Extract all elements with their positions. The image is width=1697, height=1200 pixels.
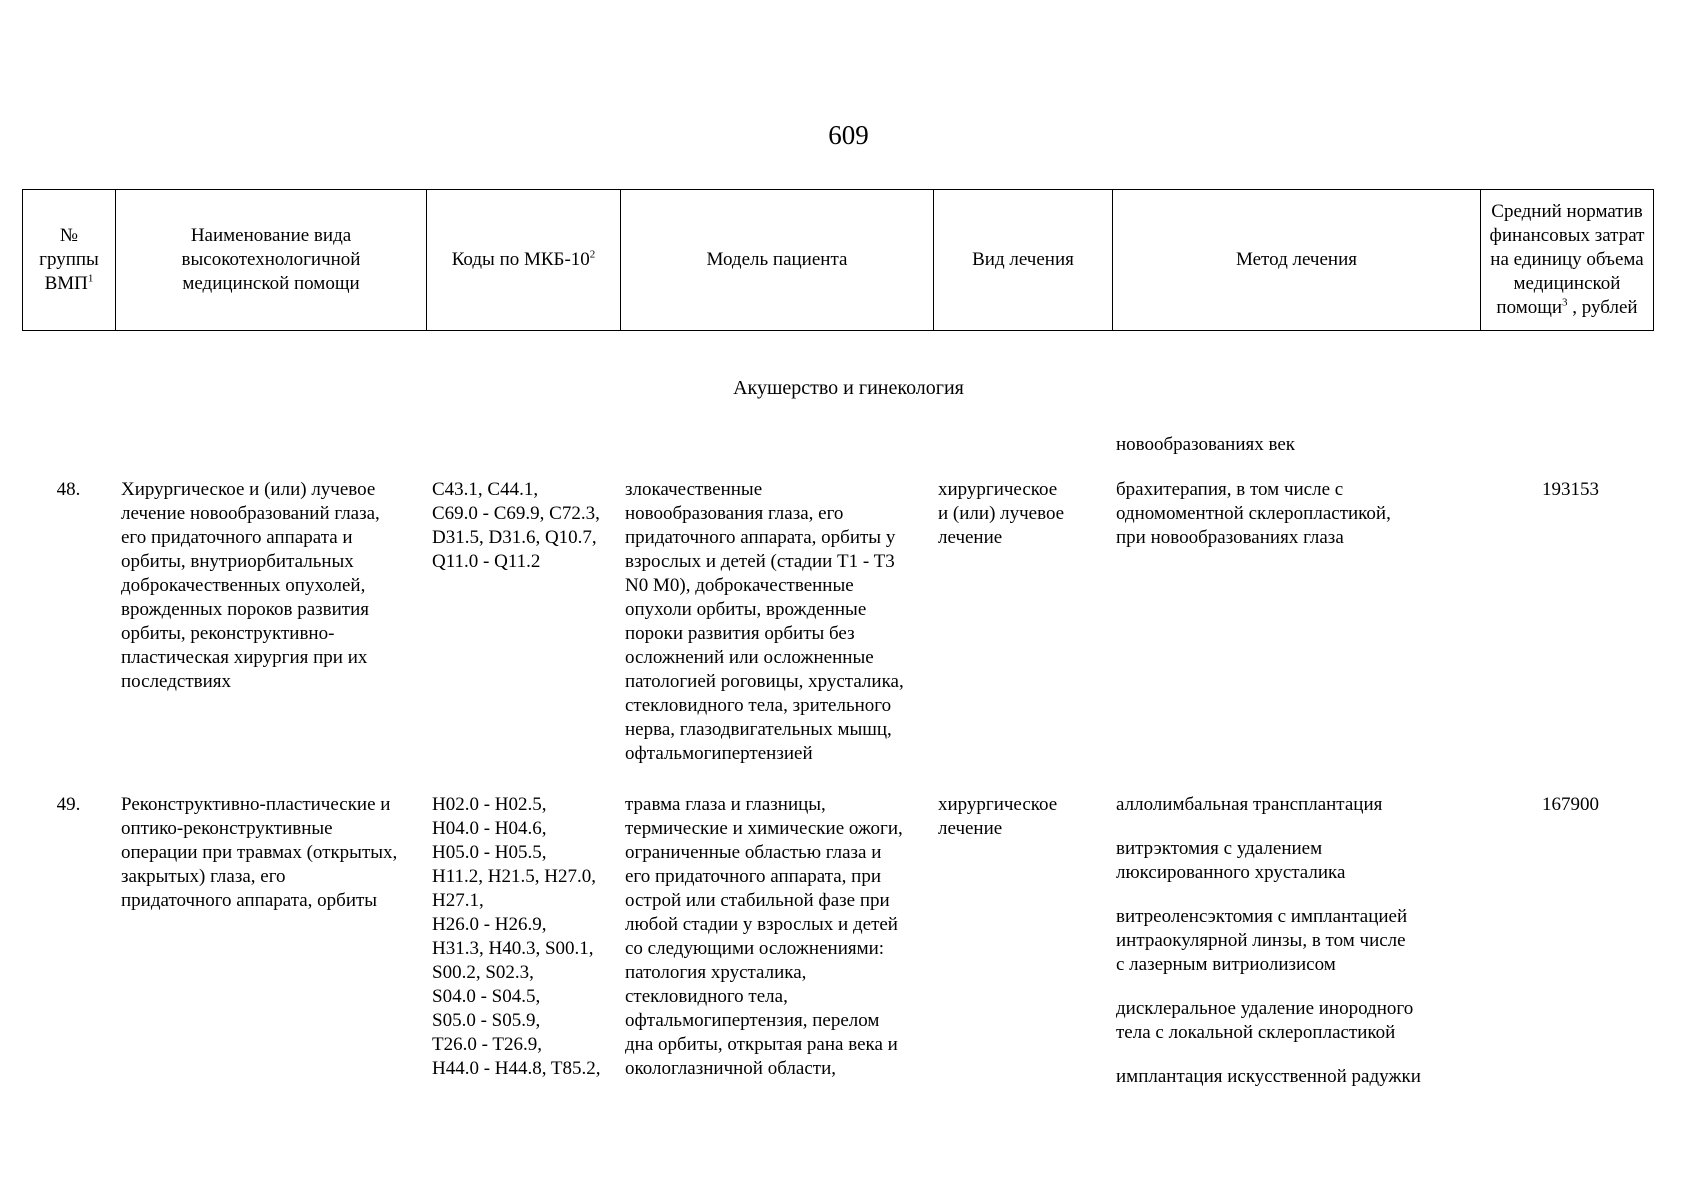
row-number: 49. — [56, 794, 81, 815]
row-number: 48. — [56, 479, 81, 500]
care-name: Реконструктивно-пластические и оптико-реконструктивные операции при травмах (открытых, закрытых) глаза, его придаточного аппарата, орбиты — [121, 794, 398, 911]
treatment-type: хирургическое лечение — [938, 794, 1058, 839]
treatment-method: брахитерапия, в том числе с одномоментной склеропластикой, при новообразованиях глаза — [1116, 479, 1391, 548]
header-care-name: Наименование вида высокотехнологичной медицинской помощи — [116, 190, 427, 331]
treatment-method: витреоленсэктомия с имплантацией интраокулярной линзы, в том числе с лазерным витриолизисом — [1116, 906, 1408, 975]
header-cost: Средний норматив финансовых затрат на единицу объема медицинской помощи$^3$ , рублей — [1481, 190, 1654, 331]
treatment-method: витрэктомия с удалением люксированного хрусталика — [1116, 838, 1346, 883]
header-icd-codes: Коды по МКБ-$10^2$ — [427, 190, 621, 331]
care-name: Хирургическое и (или) лучевое лечение новообразований глаза, его придаточного аппарата и орбиты, внутриорбитальных доброкачественных опухолей, врожденных пороков развития орбиты, реконструктивно- пластическая хирургия при их последствиях — [121, 479, 380, 692]
treatment-method: дисклеральное удаление инородного тела с локальной склеропластикой — [1116, 998, 1414, 1043]
cost-value: 193153 — [1542, 479, 1599, 500]
header-group-number: № группы ВМП$^1$ — [23, 190, 116, 331]
treatment-methods — [1116, 793, 1486, 1109]
icd-codes: H02.0 - H02.5, H04.0 - H04.6, H05.0 - H05.5, H11.2, H21.5, H27.0, H27.1, H26.0 - H26.9, H31.3, H40.3, S00.1, S00.2, S02.3, S04.0 - S04.5, S05.0 - S05.9, T26.0 - T26.9, H44.0 - H44.8, T85.2, — [432, 794, 601, 1079]
patient-model: травма глаза и глазницы, термические и химические ожоги, ограниченные областью глаза и его придаточного аппарата, при острой или стабильной фазе при любой стадии у взрослых и детей со следующими осложнениями: патология хрусталика, стекловидного тела, офтальмогипертензия, перелом дна орбиты, открытая рана века и окологлазничной области, — [625, 794, 903, 1079]
header-treatment-type: Вид лечения — [934, 190, 1113, 331]
treatment-method: имплантация искусственной радужки — [1116, 1066, 1421, 1087]
section-title: Акушерство и гинекология — [733, 377, 964, 399]
patient-model: злокачественные новообразования глаза, его придаточного аппарата, орбиты у взрослых и детей (стадии T1 - T3 N0 M0), доброкачественные опухоли орбиты, врожденные пороки развития орбиты без осложнений или осложненные патологией роговицы, хрусталика, стекловидного тела, зрительного нерва, глазодвигательных мышц, офтальмогипертензией — [625, 479, 904, 764]
header-patient-model: Модель пациента — [621, 190, 934, 331]
page-number: 609 — [828, 120, 869, 150]
table-header — [22, 189, 1654, 331]
header-treatment-method: Метод лечения — [1113, 190, 1481, 331]
treatment-method: аллолимбальная трансплантация — [1116, 794, 1383, 815]
treatment-type: хирургическое и (или) лучевое лечение — [938, 479, 1065, 548]
carryover-method: новообразованиях век — [1116, 434, 1296, 455]
icd-codes: C43.1, C44.1, C69.0 - C69.9, C72.3, D31.5, D31.6, Q10.7, Q11.0 - Q11.2 — [432, 479, 600, 572]
cost-value: 167900 — [1542, 794, 1599, 815]
